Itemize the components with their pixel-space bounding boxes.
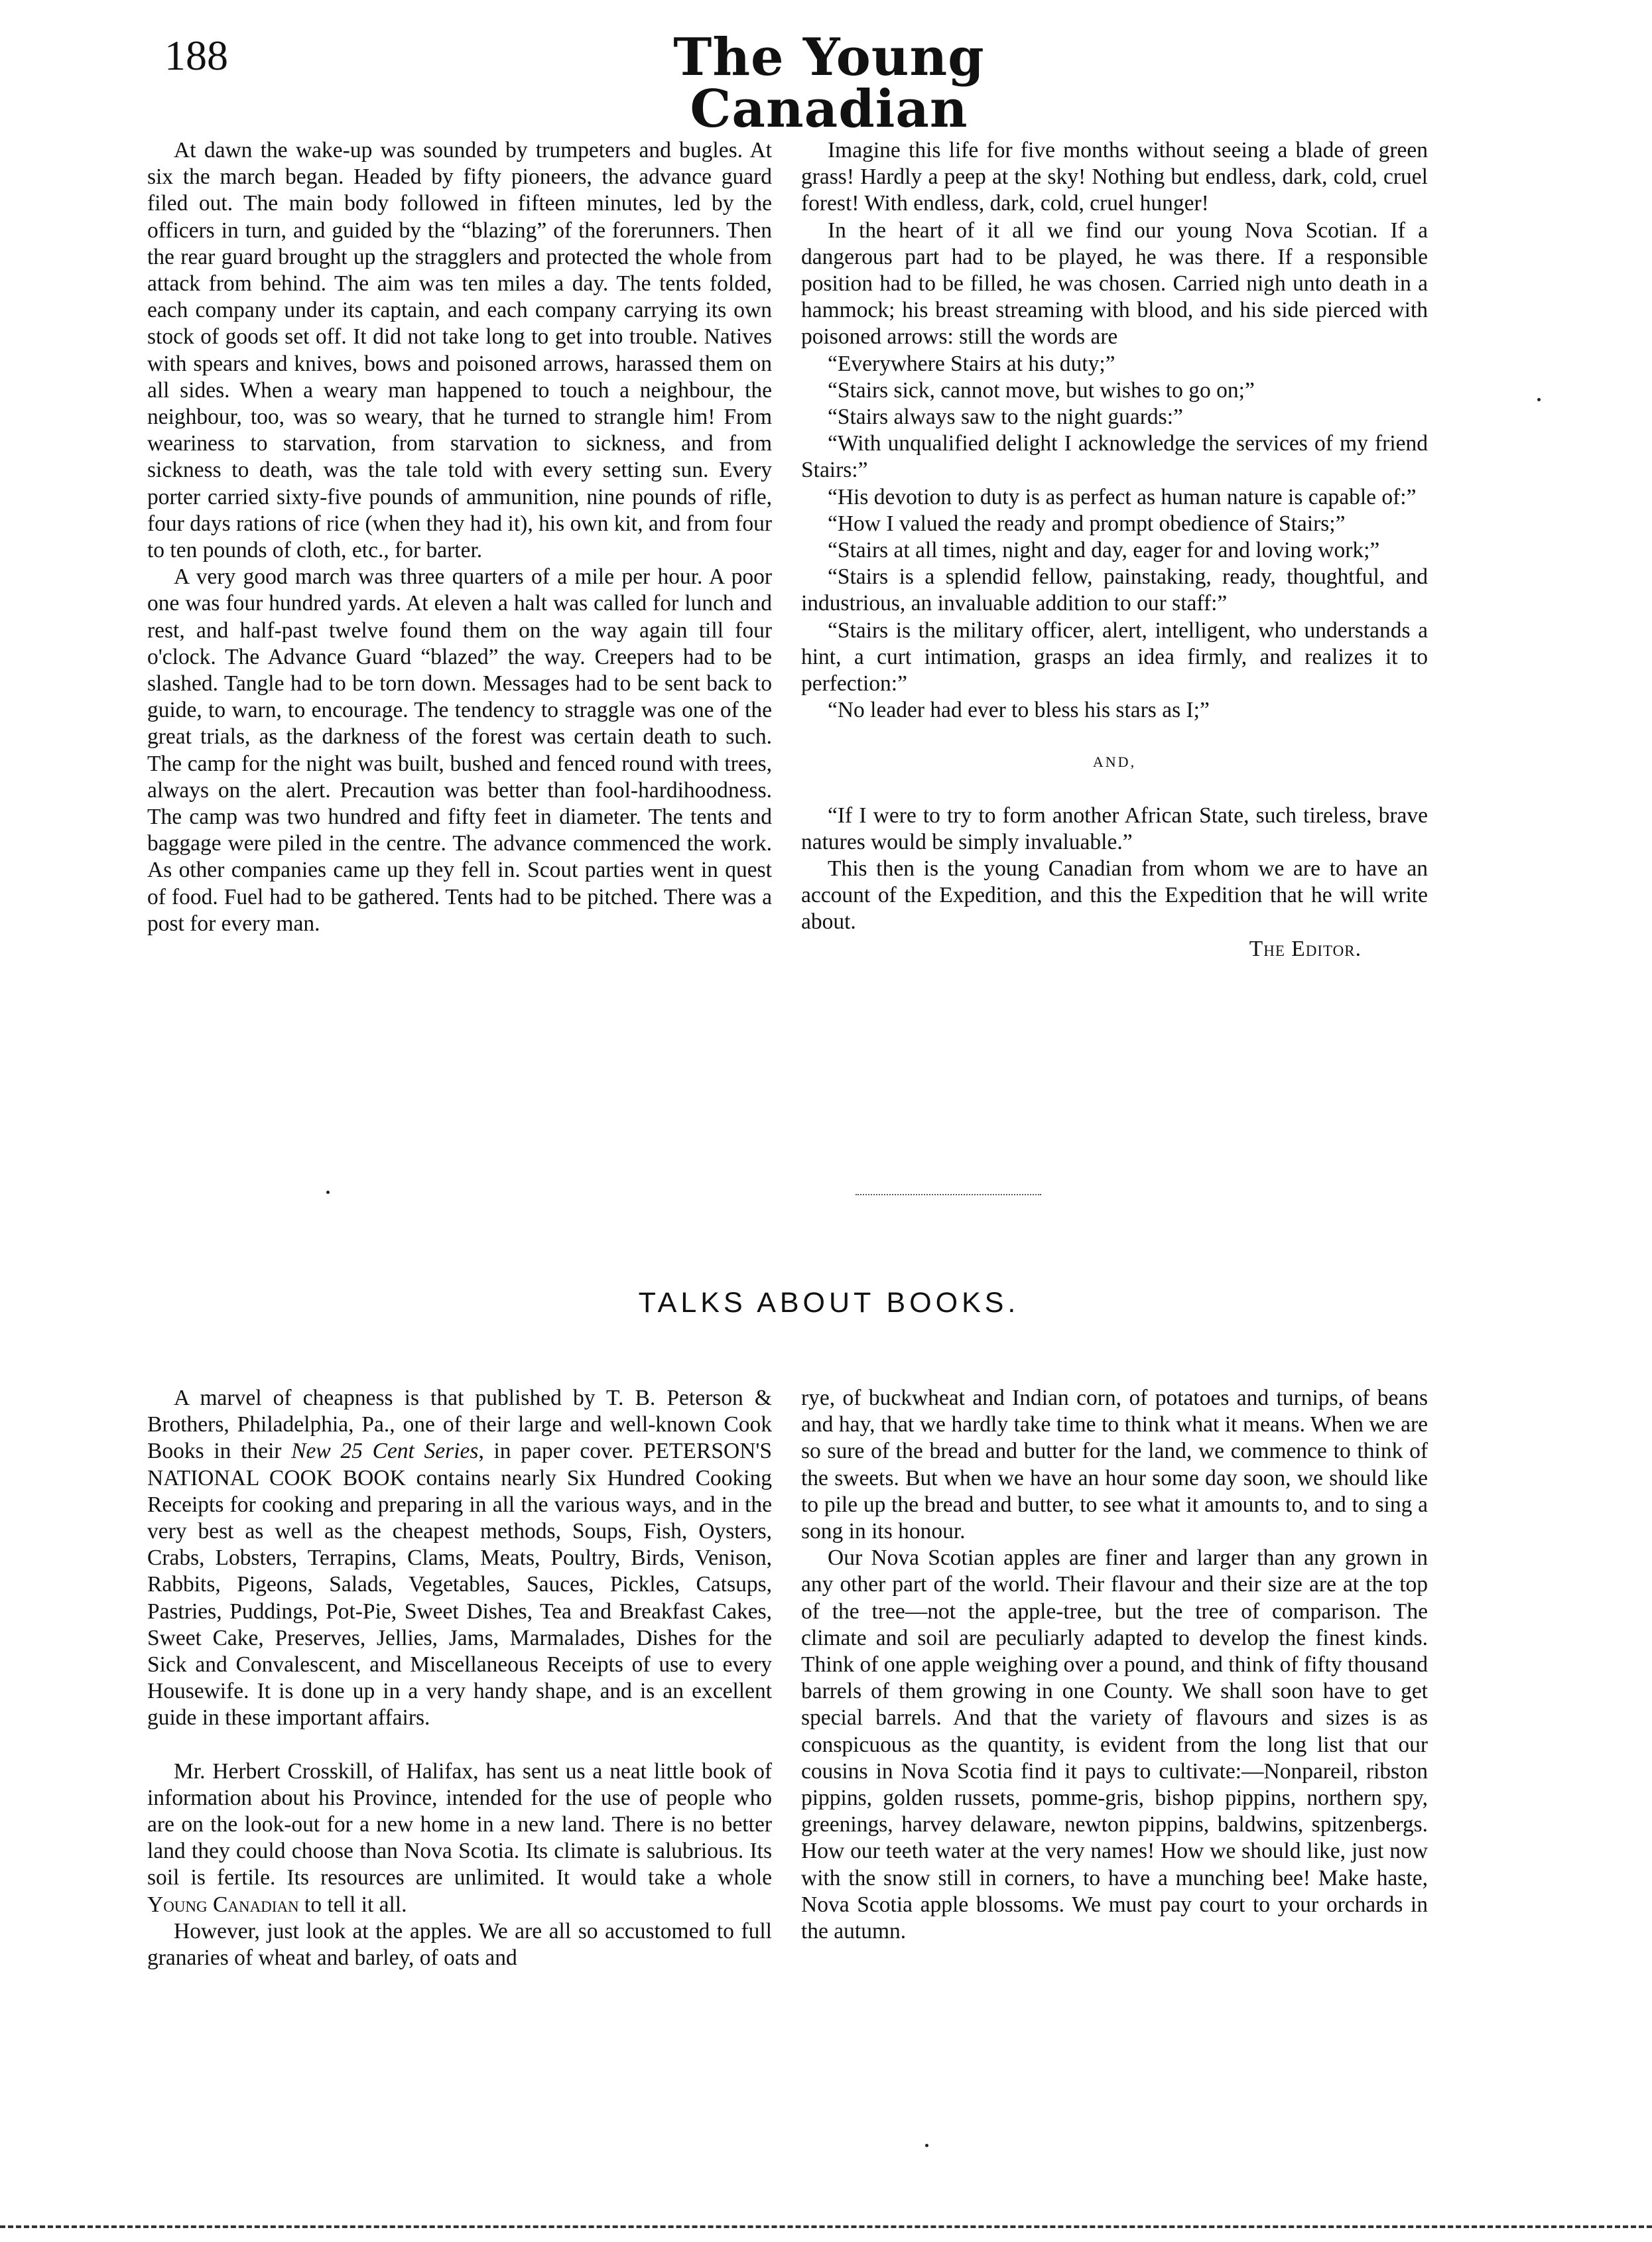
text-run: Mr. Herbert Crosskill, of Halifax, has sent us a neat little book of information about his Province, intended for the use of people who are on the look-out for a new home in a new land. There is no better land they could choose than Nova Scotia. Its climate is salubrious. Its soil is fertile. Its resources are unlimited. It would take a whole: [147, 1758, 772, 1890]
paragraph: At dawn the wake-up was sounded by trumpeters and bugles. At six the march began. Headed by fifty pioneers, the advance guard filed out. The main body followed in fifteen minutes, led by the officers in turn, and guided by the “blazing” of the forerunners. Then the rear guard brought up the stragglers and protected the whole from attack from behind. The aim was ten miles a day. The tents folded, each company under its captain, and each company carrying its own stock of goods set off. It did not take long to get into trouble. Natives with spears and knives, bows and poisoned arrows, harassed them on all sides. When a weary man happened to touch a neighbour, the neighbour, too, was so weary, that he turned to strangle him! From weariness to starvation, from starvation to sickness, and from sickness to death, was the tale told with every setting sun. Every porter carried sixty-five pounds of ammunition, nine pounds of rifle, four days rations of rice (when they had it), his own kit, and from four to ten pounds of cloth, etc., for barter.: [147, 138, 772, 563]
paragraph: “If I were to try to form another African State, such tireless, brave natures would be simply invaluable.”: [801, 803, 1428, 854]
quote-line: “Stairs sick, cannot move, but wishes to go on;”: [828, 377, 1255, 403]
masthead-title: The Young Canadian: [673, 27, 985, 139]
section-divider: [856, 1194, 1041, 1195]
page-number: 188: [164, 32, 228, 79]
text-run: , in paper cover. PETERSON'S NATIONAL COOK BOOK contains nearly Six Hundred Cooking Receipts for cooking and preparing in all the various ways, and in the very best as well as the cheapest methods, Soups, Fish, Oysters, Crabs, Lobsters, Terrapins, Clams, Meats, Poultry, Birds, Venison, Rabbits, Pigeons, Salads, Vegetables, Sauces, Pickles, Catsups, Pastries, Puddings, Pot-Pie, Sweet Dishes, Tea and Breakfast Cakes, Sweet Cake, Preserves, Jellies, Jams, Marmalades, Dishes for the Sick and Convalescent, and Miscellaneous Receipts of use to every Housewife. It is done up in a very handy shape, and is an excellent guide in these important affairs.: [147, 1439, 773, 1731]
books-column-left: [147, 1385, 772, 1971]
text-run: to tell it all.: [298, 1892, 407, 1917]
magazine-name: Young Canadian: [147, 1892, 299, 1917]
quote-line: “Everywhere Stairs at his duty;”: [828, 351, 1115, 376]
quote-line: “How I valued the ready and prompt obedience of Stairs;”: [828, 511, 1346, 536]
paragraph: Our Nova Scotian apples are finer and larger than any grown in any other part of the world. Their flavour and their size are at the top of the tree—not the apple-tree, but the tree of comparison. The climate and soil are peculiarly adapted to develop the finest kinds. Think of one apple weighing over a pound, and think of fifty thousand barrels of them growing in one County. We shall soon have to get special barrels. And that the variety of flavours and sizes is as conspicuous as the quantity, is evident from the long list that our cousins in Nova Scotia find it pays to cultivate:—Nonpareil, ribston pippins, golden russets, pomme-gris, bishop pippins, northern spy, greenings, harvey delaware, newton pippins, baldwins, spitzenbergs. How our teeth water at the very names! How we should like, just now with the snow still in corners, to have a munching bee! Make haste, Nova Scotia apple blossoms. We must pay court to your orchards in the autumn.: [801, 1546, 1428, 1944]
quote-line: “His devotion to duty is as perfect as human nature is capable of:”: [828, 484, 1417, 509]
section-title: TALKS ABOUT BOOKS.: [638, 1287, 1020, 1319]
quote-line: “No leader had ever to bless his stars as I;”: [828, 698, 1210, 723]
quote-line: “Stairs is a splendid fellow, painstaking, ready, thoughtful, and industrious, an invaluable addition to our staff:”: [801, 564, 1428, 616]
article-column-left: [147, 137, 772, 937]
print-speck: [326, 1191, 330, 1194]
quote-line: “Stairs is the military officer, alert, intelligent, who understands a hint, a curt intimation, grasps an idea firmly, and realizes it to perfection:”: [801, 618, 1428, 696]
paragraph: In the heart of it all we find our young Nova Scotian. If a dangerous part had to be played, he was there. If a responsible position had to be filled, he was chosen. Carried nigh unto death in a hammock; his breast streaming with blood, and his side pierced with poisoned arrows: still the words are: [801, 218, 1428, 350]
editor-signature: The Editor.: [1249, 936, 1362, 961]
paragraph: [147, 1385, 772, 1732]
paragraph: A very good march was three quarters of a mile per hour. A poor one was four hundred yards. At eleven a halt was called for lunch and rest, and half-past twelve found them on the way again till four o'clock. The Advance Guard “blazed” the way. Creepers had to be slashed. Tangle had to be torn down. Messages had to be sent back to guide, to warn, to encourage. The tendency to straggle was one of the great trials, as the darkness of the forest was certain death to such. The camp for the night was built, bushed and fenced round with trees, always on the alert. Precaution was better than fool-hardihoodness. The camp was two hundred and fifty feet in diameter. The tents and baggage were piled in the centre. The advance commenced the work. As other companies came up they fell in. Scout parties went in quest of food. Fuel had to be gathered. Tents had to be pitched. There was a post for every man.: [147, 564, 772, 936]
quote-line: “Stairs at all times, night and day, eager for and loving work;”: [828, 538, 1380, 563]
paragraph: This then is the young Canadian from whom we are to have an account of the Expedition, and this the Expedition that he will write about.: [801, 856, 1428, 935]
series-title: New 25 Cent Series: [291, 1439, 479, 1464]
bottom-rule: [0, 2225, 1652, 2228]
paragraph: Imagine this life for five months without seeing a blade of green grass! Hardly a peep at the sky! Nothing but endless, dark, cold, cruel forest! With endless, dark, cold, cruel hunger!: [801, 138, 1428, 216]
print-speck: [1537, 398, 1541, 401]
and-separator: AND,: [1092, 754, 1137, 771]
books-column-right: [801, 1385, 1428, 1945]
print-speck: [925, 2144, 928, 2147]
article-column-right: [801, 137, 1428, 962]
paragraph: [147, 1758, 772, 1918]
quote-line: “Stairs always saw to the night guards:”: [828, 405, 1183, 430]
paragraph: However, just look at the apples. We are all so accustomed to full granaries of wheat and barley, of oats and: [147, 1918, 772, 1971]
quote-line: “With unqualified delight I acknowledge the services of my friend Stairs:”: [801, 431, 1428, 483]
text-run: A marvel of cheapness is that published by T. B. Peterson & Brothers, Philadelphia, Pa., one of their large and well-known Cook Books in their: [147, 1386, 772, 1464]
paragraph: rye, of buckwheat and Indian corn, of potatoes and turnips, of beans and hay, that we hardly take time to think what it means. When we are so sure of the bread and butter for the land, we commence to think of the sweets. But when we have an hour some day soon, we should like to pile up the bread and butter, to see what it amounts to, and to sing a song in its honour.: [801, 1386, 1428, 1544]
